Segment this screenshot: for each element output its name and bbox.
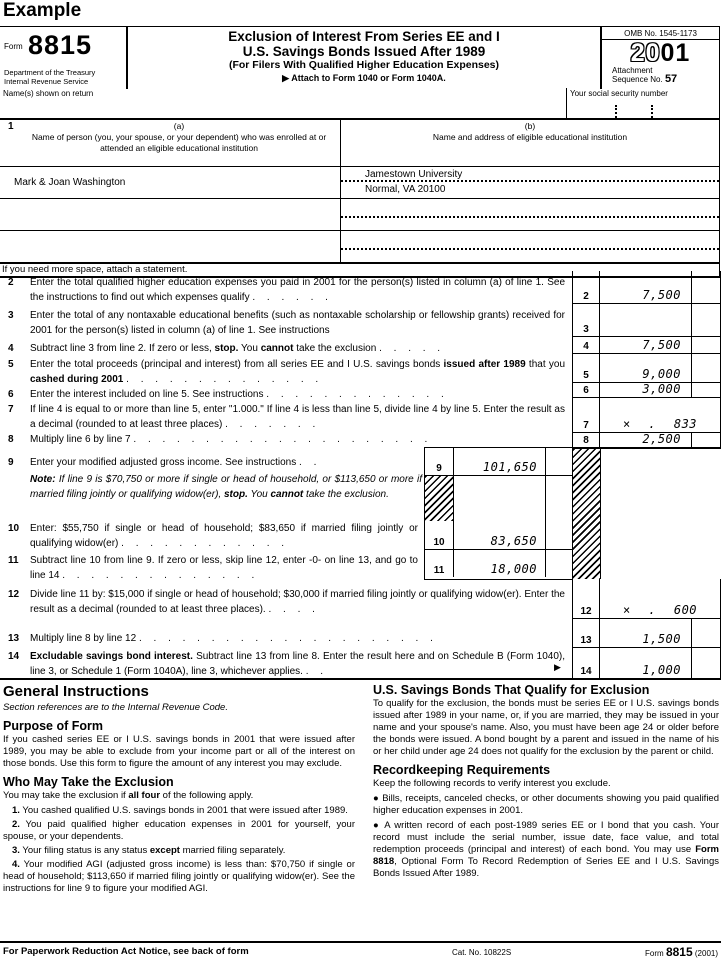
line-5 [8,357,565,387]
hatched-area [425,476,453,521]
line-4-amount-field[interactable] [600,337,691,353]
line-9-value: 101,650 [482,460,537,474]
dot-leader: . . . . . . . . . . . . [121,538,285,549]
qualification-instructions-column [373,683,719,883]
line-11-entry-row [425,550,572,577]
condition-item-1: 1. You cashed qualified U.S. savings bonds in 2001 that were issued after 1989. [12,805,348,816]
omb-number: OMB No. 1545-1173 [602,27,719,40]
recordkeeping-bullet-1 [373,793,719,817]
line-14-number: 14 [8,651,20,662]
who-may-take-heading: Who May Take the Exclusion [3,775,174,789]
recordkeeping-heading: Recordkeeping Requirements [373,763,551,777]
more-space-note: If you need more space, attach a statement. [0,263,719,278]
line-5-cents-field[interactable] [691,354,720,382]
recordkeeping-bullet-1-text: Bills, receipts, canceled checks, or other documents showing you paid qualified higher education expenses in 2001. [373,793,720,816]
attachment-sequence [602,66,719,84]
line-4-cents-field[interactable] [691,337,720,353]
bonds-that-qualify-heading: U.S. Savings Bonds That Qualify for Exclusion [373,683,650,697]
form-title-block [128,27,600,89]
form-id-block [0,27,128,89]
line-10-box-number [425,476,454,549]
line-14-text: Excludable savings bond interest. Subtract line 13 from line 8. Enter the result here and on Schedule B (Form 1040), line 3, or Schedule 1 (Form 1040A), line 3, whichever applies. [30,651,565,677]
line-14-arrow-icon: ▶ [554,662,561,672]
line-14-amount-field[interactable] [600,648,691,678]
institution-cell[interactable] [340,199,719,230]
line-3 [8,308,565,338]
line-10-cents-field[interactable] [545,476,572,549]
form-subtitle: (For Filers With Qualified Higher Education Expenses) [228,59,500,71]
dot-leader: . . . . . . . . . . . . . . . . . . . . . [133,434,428,445]
line-7-decimal-field[interactable] [600,398,720,432]
column-b-label: Name and address of eligible educational institution [432,131,628,142]
line-5-amount-field[interactable] [600,354,691,382]
dot-leader: . . . . . [379,343,441,354]
line-3-number: 3 [8,310,14,321]
line-13-entry-row [572,619,721,648]
line-13-number: 13 [8,633,20,644]
line-11-text: Subtract line 10 from line 9. If zero or less, skip line 12, enter -0- on line 13, and go to line 14 [30,555,418,581]
sequence-label: Sequence No. [612,75,663,84]
form-body [0,271,721,680]
line-14 [8,649,565,679]
institution-cell[interactable] [340,167,719,198]
footer-form-number: 8815 [665,945,693,959]
line-2-number: 2 [8,277,14,288]
general-instructions-column [3,683,355,897]
lines-9-11-entry-box [424,447,573,580]
general-instructions-heading: General Instructions [3,683,149,700]
line-3-amount-field[interactable] [600,304,691,336]
footer-form-word: Form [645,949,664,958]
line-1-table-header [0,119,719,167]
line-13-box-number: 13 [573,619,600,647]
line-3-entry-row [572,304,721,337]
column-a-letter: (a) [173,120,185,131]
line-2-amount-field[interactable] [600,271,691,303]
line-2-cents-field[interactable] [691,271,720,303]
line-2-text: Enter the total qualified higher education expenses you paid in 2001 for the person(s) listed in column (a) of line 1. See the instructions to find out which expenses qualify [30,277,565,303]
line-12-box-number: 12 [573,579,600,618]
line-4-box-number: 4 [573,337,600,353]
line-14-entry-row [572,648,721,678]
line-11-value: 18,000 [490,562,537,576]
line-6-value: 3,000 [642,382,681,396]
dot-leader: . . [305,666,324,677]
line-14-value: 1,000 [642,663,681,677]
line-10-number: 10 [8,523,20,534]
line-8-box-number: 8 [573,433,600,447]
line-8-text: Multiply line 6 by line 7 [30,434,131,445]
tax-year-solid: 01 [660,39,691,67]
line-11-amount-field[interactable] [454,550,545,577]
dot-leader: . . . . . . . . . . . . . [266,389,444,400]
column-a-header [0,119,340,166]
line-6 [8,387,565,402]
line-12 [8,587,565,617]
line-4-number: 4 [8,343,14,354]
form-number: 8815 [28,30,93,60]
institution-cell[interactable] [340,231,719,262]
condition-item-2: 2. You paid qualified higher education expenses in 2001 for yourself, your spouse, or your dependents. [3,819,355,842]
line-12-decimal-field[interactable] [600,579,720,618]
line-5-value: 9,000 [642,367,681,381]
line-8-value: 2,500 [642,432,681,446]
line-9-note: Note: If line 9 is $70,750 or more if single or head of household, or $113,650 or more if married filing jointly or qualifying widow(er), stop. You cannot take the exclusion. [30,474,422,500]
bullet-icon: ● [373,820,381,831]
institution-line-1[interactable]: Jamestown University [341,167,719,182]
line-11-box-number: 11 [425,550,454,577]
line-11-number: 11 [8,555,19,566]
institution-line-2[interactable]: Normal, VA 20100 [365,183,446,195]
recordkeeping-bullet-2 [373,820,719,880]
form-word: Form [4,42,23,51]
recordkeeping-intro: Keep the following records to verify interest you exclude. [373,778,611,789]
tax-year-outline: 20 [630,39,661,67]
person-name-cell[interactable] [0,199,340,230]
line-4-value: 7,500 [642,338,681,352]
line-7-box-number: 7 [573,398,600,432]
line-8-cents-field[interactable] [691,433,720,447]
line-10-box-number-label: 10 [433,537,445,548]
line-12-value: × . 600 [622,603,698,617]
line-14-cents-field[interactable] [691,648,720,678]
catalog-number: Cat. No. 10822S [452,948,512,957]
line-5-box-number: 5 [573,354,600,382]
line-10-value: 83,650 [490,534,537,548]
tax-year [602,40,719,66]
footer-form-year: (2001) [694,949,718,958]
who-may-take-intro: You may take the exclusion if all four of the following apply. [3,790,254,801]
column-b-letter: (b) [524,120,536,131]
name-ssn-row [0,88,720,120]
line-12-number: 12 [8,589,20,600]
condition-item-4: 4. Your modified AGI (adjusted gross income) is less than: $70,750 if single or head of household; $113,650 if married filing jointly or qualifying widow(er). See the instructions for line 9 to figure your modified AGI. [3,859,355,894]
line-1-table [0,119,720,278]
person-name-cell[interactable] [0,231,340,262]
line-8-entry-row [572,433,721,449]
line-6-number: 6 [8,389,14,400]
line-11-cents-field[interactable] [545,550,572,577]
line-9-amount-field[interactable] [454,448,545,475]
line-8 [8,432,565,447]
entry-column [572,271,721,678]
bullet-icon: ● [373,793,380,804]
sequence-line [612,75,719,84]
line-4-entry-row [572,337,721,354]
line-6-cents-field[interactable] [691,383,720,397]
line-9-number: 9 [8,457,14,468]
dot-leader: . . . . . . . . . . . . . . [62,570,255,581]
table-row [0,231,719,263]
purpose-of-form-heading: Purpose of Form [3,719,104,733]
line-9-entry-row [425,448,572,476]
line-12-text: Divide line 11 by: $15,000 if single or head of household; $30,000 if married filing jointly or qualifying widow(er). Enter the result as a decimal (rounded to at least three places). [30,589,565,615]
form-title-line-2: U.S. Savings Bonds Issued After 1989 [242,44,486,59]
line-5-entry-row [572,354,721,383]
line-7-value: × . 833 [622,417,698,431]
line-6-box-number: 6 [573,383,600,397]
line-6-text: Enter the interest included on line 5. See instructions [30,389,264,400]
paperwork-notice: For Paperwork Reduction Act Notice, see back of form [3,946,249,957]
line-7-number: 7 [8,404,14,415]
line-9-text: Enter your modified adjusted gross income. See instructions [30,457,297,468]
line-10-amount-field[interactable] [454,476,545,549]
dot-leader: . . . . . . . . . . . . . . . . . . . . . [138,633,433,644]
ssn-field[interactable] [566,88,719,118]
name-field-label: Name(s) shown on return [3,89,94,98]
line-5-number: 5 [8,359,14,370]
line-7-text: If line 4 is equal to or more than line 5, enter "1.000." If line 4 is less than line 5, divide line 4 by line 5. Enter the result as a decimal (rounded to at least three places) [30,404,565,430]
ssn-separator [615,105,617,118]
section-references-note: Section references are to the Internal Revenue Code. [3,702,228,713]
dot-leader: . . . . [268,604,315,615]
recordkeeping-bullet-2-text: A written record of each post-1989 series EE or I bond that you cash. Your record must include the serial number, issue date, face value, and total redemption proceeds (principal and interest) of each bond. You may use Form 8818, Optional Form To Record Redemption of Series EE and I U.S. Savings Bonds Issued After 1989. [373,820,719,879]
attachment-label: Attachment [612,66,653,75]
line-13 [8,631,565,646]
line-14-box-number: 14 [573,648,600,678]
line-2-box-number: 2 [573,271,600,303]
line-2 [8,275,565,305]
dot-leader: . . . . . . . . . . . . . . [126,374,319,385]
footer-form-id [645,945,718,959]
write-on-line[interactable] [341,216,719,218]
line-13-value: 1,500 [642,632,681,646]
line-7 [8,402,565,432]
hatched-area [572,449,601,579]
form-title-line-1: Exclusion of Interest From Series EE and I [228,29,500,44]
condition-item-3: 3. Your filing status is any status except married filing separately. [12,845,286,856]
line-5-text: Enter the total proceeds (principal and interest) from all series EE and I U.S. savings bonds issued after 1989 that you cashed during 2001 [30,359,566,385]
line-3-box-number: 3 [573,304,600,336]
form-header [0,26,720,89]
line-2-entry-row [572,271,721,304]
line-8-number: 8 [8,434,14,445]
line-13-cents-field[interactable] [691,619,720,647]
line-10-entry-row [425,476,572,550]
line-4 [8,341,565,356]
dot-leader: . . . . . . [252,292,328,303]
column-a-label: Name of person (you, your spouse, or your dependent) who was enrolled at or attended an eligible educational institution [31,131,327,153]
table-row [0,199,719,231]
example-label: Example [3,0,82,21]
omb-year-block [600,27,719,89]
line-9-box-number: 9 [425,448,454,475]
ssn-separator [651,105,653,118]
purpose-of-form-text: If you cashed series EE or I U.S. savings bonds in 2001 that were issued after 1989, you may be able to exclude from your income part or all of the interest on those bonds. Use this form to figure the amount of any interest you may exclude. [3,734,355,769]
line-9-cents-field[interactable] [545,448,572,475]
attach-note: ▶ Attach to Form 1040 or Form 1040A. [282,73,446,83]
column-b-header [340,119,719,166]
line-2-value: 7,500 [642,288,681,302]
ssn-field-label: Your social security number [570,89,668,98]
person-name-cell[interactable] [0,167,340,198]
line-3-text: Enter the total of any nontaxable educational benefits (such as nontaxable scholarship or fellowship grants) received for 2001 for the person(s) listed in column (a) of line 1. See instructions [30,310,565,336]
line-7-entry-row [572,398,721,433]
person-name: Mark & Joan Washington [14,176,126,188]
write-on-line[interactable] [341,248,719,250]
name-field[interactable] [0,88,566,118]
bonds-that-qualify-text: To qualify for the exclusion, the bonds must be series EE or I U.S. savings bonds issued after 1989 in your name, or, if you are married, they may be issued in your name and your spouse's name. Also, you must have been age 24 or older before the bonds were issued. A bond bought by a parent and issued in the name of his or her child under age 24 does not qualify for the exclusion by the parent or child. [373,698,719,757]
line-10-text: Enter: $55,750 if single or head of household; $83,650 if married filing jointly or qualifying widow(er) [30,523,418,549]
agency-line-1: Department of the Treasury [4,68,96,77]
line-12-entry-row [572,579,721,619]
line-13-text: Multiply line 8 by line 12 [30,633,137,644]
agency-lines [4,68,95,86]
dot-leader: . . [299,457,317,468]
line-4-text: Subtract line 3 from line 2. If zero or less, stop. You cannot take the exclusion [30,343,377,354]
line-3-cents-field[interactable] [691,304,720,336]
table-row [0,167,719,199]
form-footer [0,941,721,963]
line-8-amount-field[interactable] [600,433,691,447]
sequence-number: 57 [664,73,678,85]
line-6-amount-field[interactable] [600,383,691,397]
line-6-entry-row [572,383,721,398]
dot-leader: . . . . . . . [225,419,316,430]
agency-line-2: Internal Revenue Service [4,77,89,86]
line-13-amount-field[interactable] [600,619,691,647]
line-1-number: 1 [8,120,14,132]
